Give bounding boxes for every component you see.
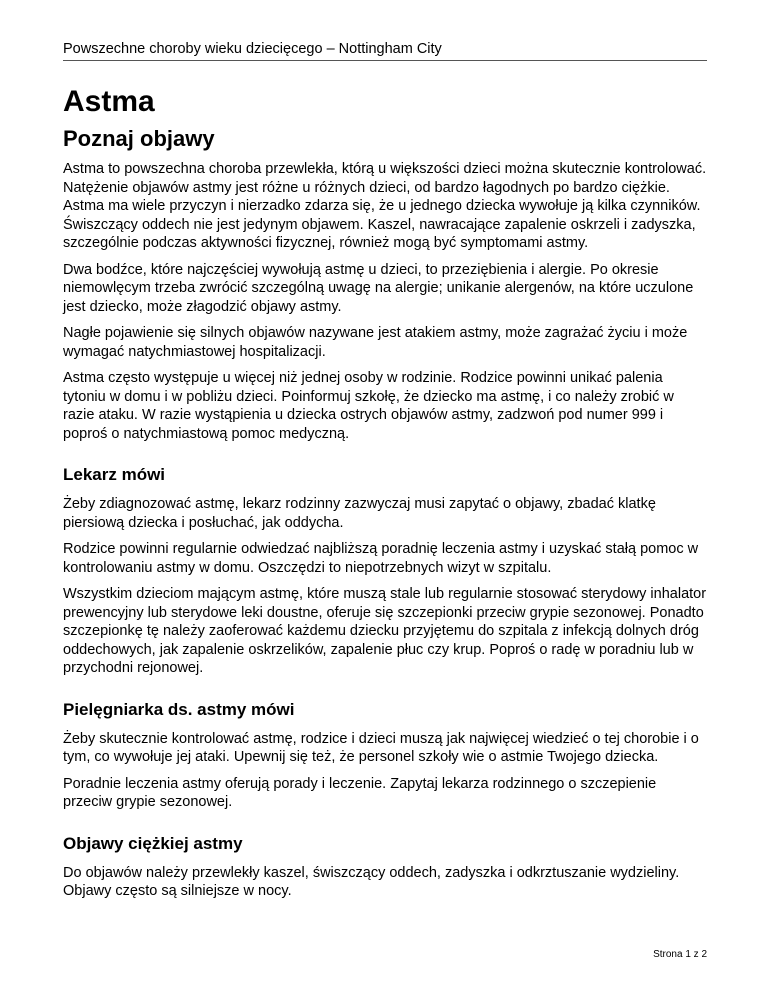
running-header: Powszechne choroby wieku dziecięcego – Nottingham City	[63, 40, 707, 61]
paragraph: Astma często występuje u więcej niż jednej osoby w rodzinie. Rodzice powinni unikać palenia tytoniu w domu i w pobliżu dzieci. Poinformuj szkołę, że dziecko ma astmę, i co należy zrobić w razie ataku. W razie wystąpienia u dziecka ostrych objawów astmy, zadzwoń pod numer 999 i poproś o natychmiastową pomoc medyczną.	[63, 370, 674, 442]
paragraph: Nagłe pojawienie się silnych objawów nazywane jest atakiem astmy, może zagrażać życiu i może wymagać natychmiastowej hospitalizacji.	[63, 325, 688, 360]
section-severe-asthma-symptoms	[63, 834, 707, 901]
section-know-symptoms	[63, 126, 707, 443]
section-heading: Objawy ciężkiej astmy	[63, 833, 243, 853]
section-doctor-says	[63, 465, 707, 678]
document-page	[63, 0, 707, 994]
document-content	[63, 84, 707, 909]
paragraph: Rodzice powinni regularnie odwiedzać najbliższą poradnię leczenia astmy i uzyskać stałą pomoc w kontrolowaniu astmy w domu. Oszczędzi to niepotrzebnych wizyt w szpitalu.	[63, 541, 699, 576]
document-title: Astma	[63, 85, 155, 118]
paragraph: Astma to powszechna choroba przewlekła, którą u większości dzieci można skutecznie kontrolować. Natężenie objawów astmy jest różne u różnych dzieci, od bardzo łagodnych po bardzo ciężkie. Astma ma wiele przyczyn i nierzadko zdarza się, że u jednego dziecka wywołuje ją kilka czynników. Świszczący oddech nie jest jedynym objawem. Kaszel, nawracające zapalenie oskrzeli i zadyszka, szczególnie podczas aktywności fizycznej, również mogą być symptomami astmy.	[63, 161, 707, 251]
paragraph: Do objawów należy przewlekły kaszel, świszczący oddech, zadyszka i odkrztuszanie wydzieliny. Objawy często są silniejsze w nocy.	[63, 864, 680, 899]
paragraph: Poradnie leczenia astmy oferują porady i leczenie. Zapytaj lekarza rodzinnego o szczepienie przeciw grypie sezonowej.	[63, 775, 657, 810]
section-heading: Pielęgniarka ds. astmy mówi	[63, 699, 295, 719]
section-nurse-says	[63, 700, 707, 812]
paragraph: Wszystkim dzieciom mającym astmę, które muszą stale lub regularnie stosować sterydowy inhalator prewencyjny lub sterydowe leki doustne, oferuje się szczepionki przeciw grypie sezonowej. Ponadto szczepionkę tę należy zaoferować każdemu dziecku przyjętemu do szpitala z infekcją dolnych dróg oddechowych, jak zapalenie oskrzelików, zapalenie płuc czy krup. Poproś o radę w poradniu lub w przychodni rejonowej.	[63, 586, 707, 676]
section-heading: Lekarz mówi	[63, 465, 166, 484]
paragraph: Dwa bodźce, które najczęściej wywołują astmę u dzieci, to przeziębienia i alergie. Po okresie niemowlęcym trzeba zwrócić szczególną uwagę na alergie; unikanie alergenów, na które uczulone jest dziecko, może złagodzić objawy astmy.	[63, 261, 694, 315]
page-number: Strona 1 z 2	[653, 949, 707, 960]
paragraph: Żeby zdiagnozować astmę, lekarz rodzinny zazwyczaj musi zapytać o objawy, zbadać klatkę piersiową dziecka i posłuchać, jak oddycha.	[63, 496, 656, 531]
paragraph: Żeby skutecznie kontrolować astmę, rodzice i dzieci muszą jak najwięcej wiedzieć o tej chorobie i o tym, co wywołuje jej ataki. Upewnij się też, że personel szkoły wie o astmie Twojego dziecka.	[63, 730, 699, 765]
section-heading: Poznaj objawy	[63, 126, 215, 151]
